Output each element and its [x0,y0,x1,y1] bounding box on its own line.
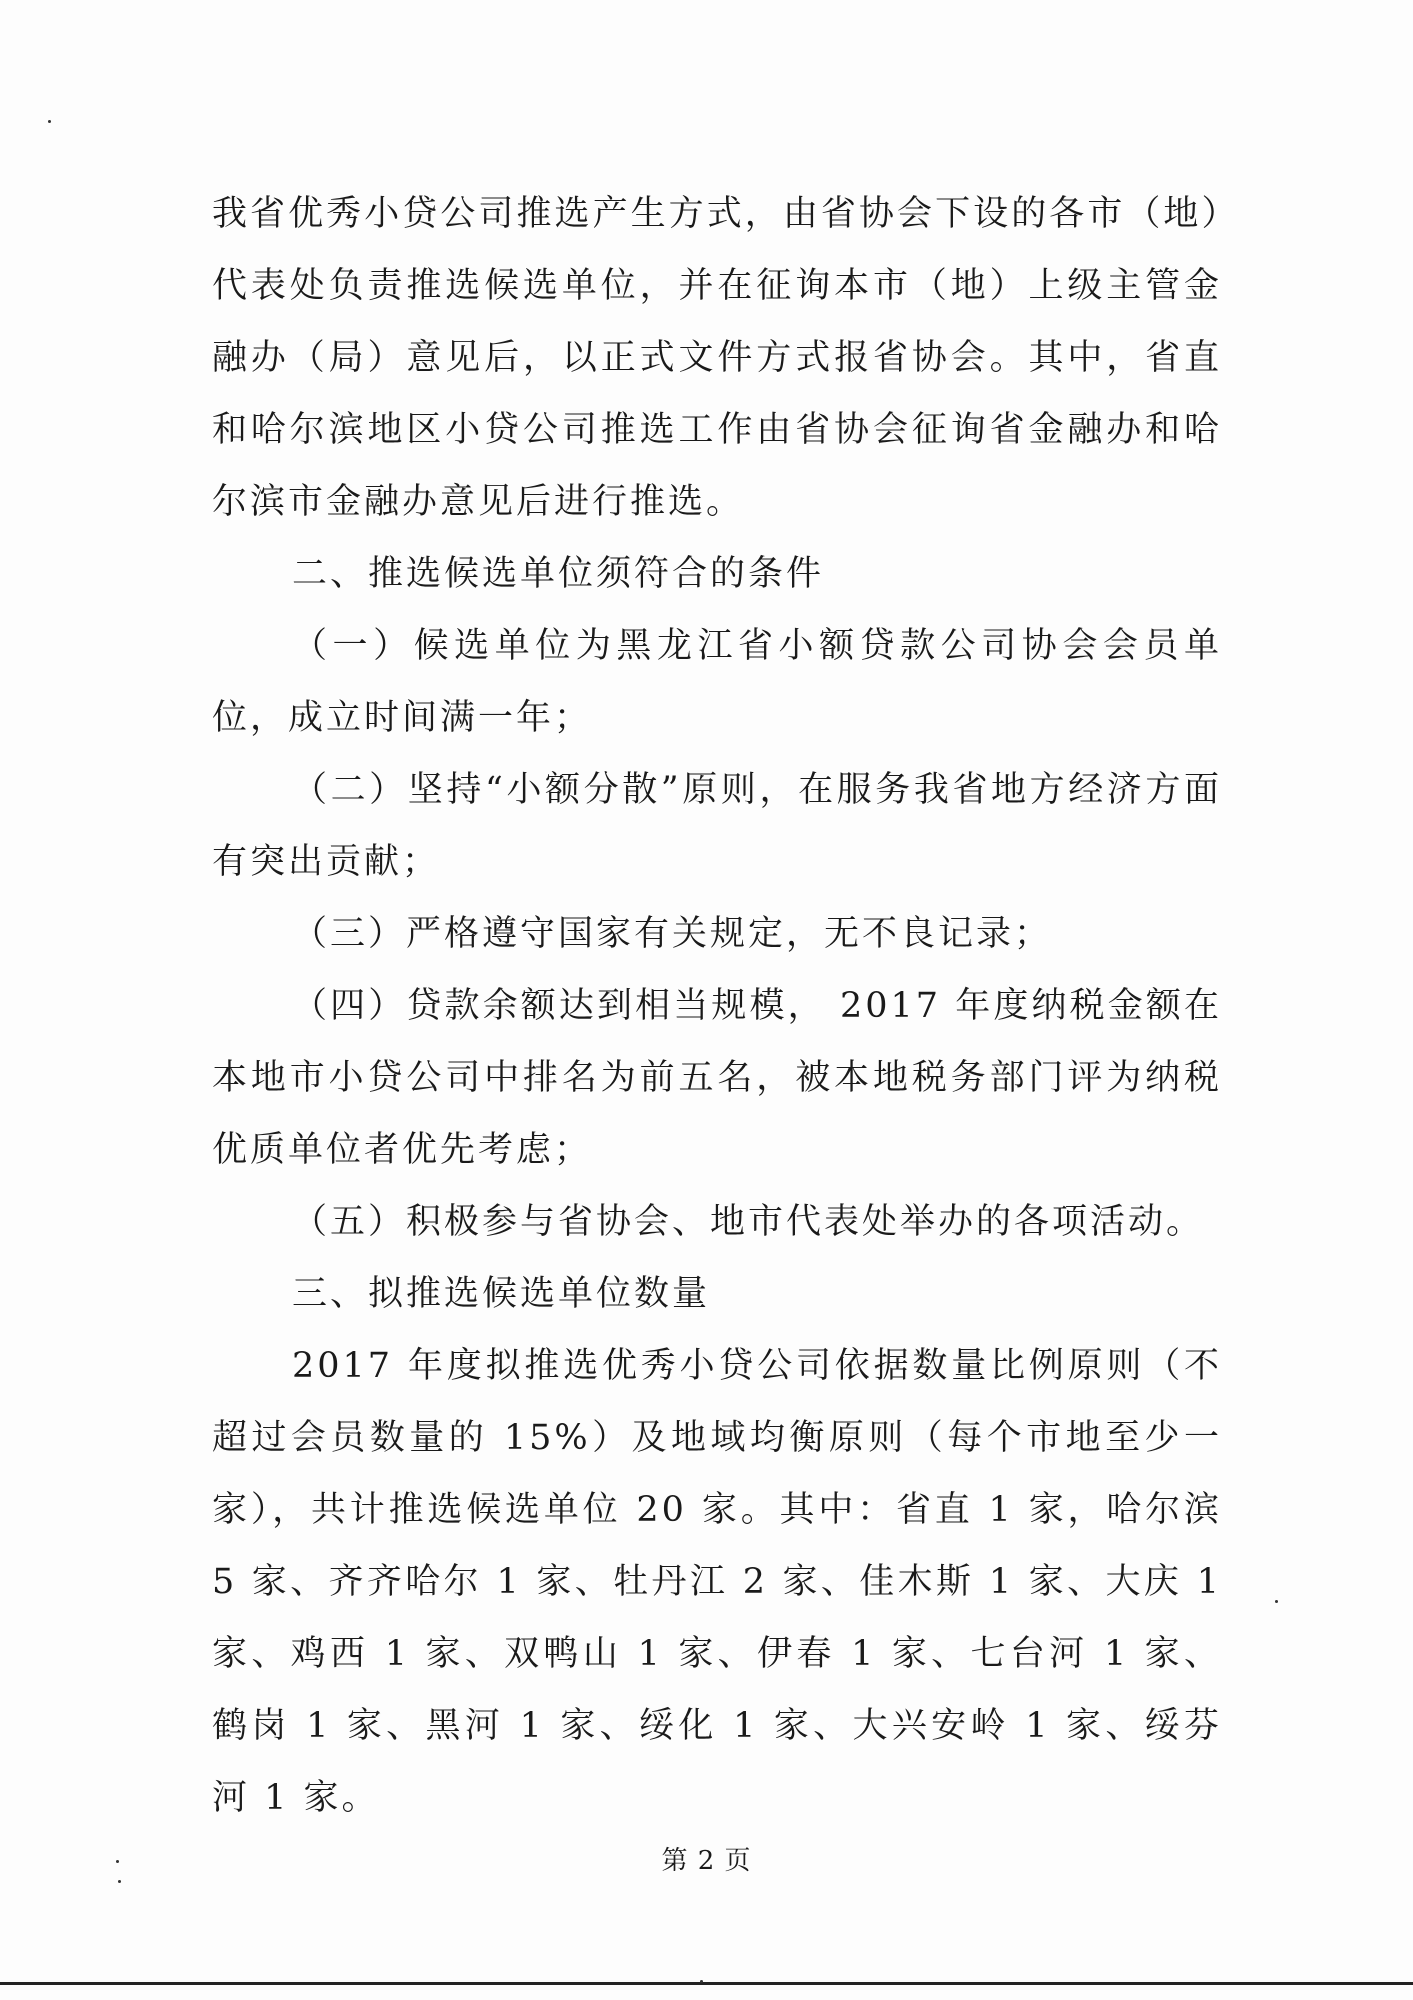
scan-speck [700,1980,703,1983]
scan-speck [1275,1600,1278,1603]
condition-item-2: （二）坚持“小额分散”原则，在服务我省地方经济方面有突出贡献； [212,770,1222,882]
scan-speck [116,1860,119,1863]
page-number: 第 2 页 [661,1846,752,1876]
condition-item-3: （三）严格遵守国家有关规定，无不良记录； [292,914,1053,954]
condition-item-4: （四）贷款余额达到相当规模， 2017 年度纳税金额在本地市小贷公司中排名为前五名，被本地税务部门评为纳税优质单位者优先考虑； [212,986,1222,1170]
scan-speck [118,1880,121,1883]
section-heading-conditions: 二、推选候选单位须符合的条件 [292,554,825,594]
condition-item-1: （一）候选单位为黑龙江省小额贷款公司协会会员单位，成立时间满一年； [212,626,1222,738]
scan-speck [48,120,51,123]
scan-edge-line [0,1982,1413,1985]
paragraph-selection-method: 我省优秀小贷公司推选产生方式，由省协会下设的各市（地）代表处负责推选候选单位，并在征询本市（地）上级主管金融办（局）意见后，以正式文件方式报省协会。其中，省直和哈尔滨地区小贷公司推选工作由省协会征询省金融办和哈尔滨市金融办意见后进行推选。 [212,194,1222,522]
condition-item-5: （五）积极参与省协会、地市代表处举办的各项活动。 [292,1202,1205,1242]
section-heading-quantity: 三、拟推选候选单位数量 [292,1274,711,1314]
document-body [212,178,1222,1834]
paragraph-quantity-details: 2017 年度拟推选优秀小贷公司依据数量比例原则（不超过会员数量的 15%）及地域均衡原则（每个市地至少一家），共计推选候选单位 20 家。其中：省直 1 家，哈尔滨 5 家、齐齐哈尔 1 家、牡丹江 2 家、佳木斯 1 家、大庆 1 家、鸡西 1 家、双鸭山 1 家、伊春 1 家、七台河 1 家、鹤岗 1 家、黑河 1 家、绥化 1 家、大兴安岭 1 家、绥芬河 1 家。 [212,1346,1222,1818]
